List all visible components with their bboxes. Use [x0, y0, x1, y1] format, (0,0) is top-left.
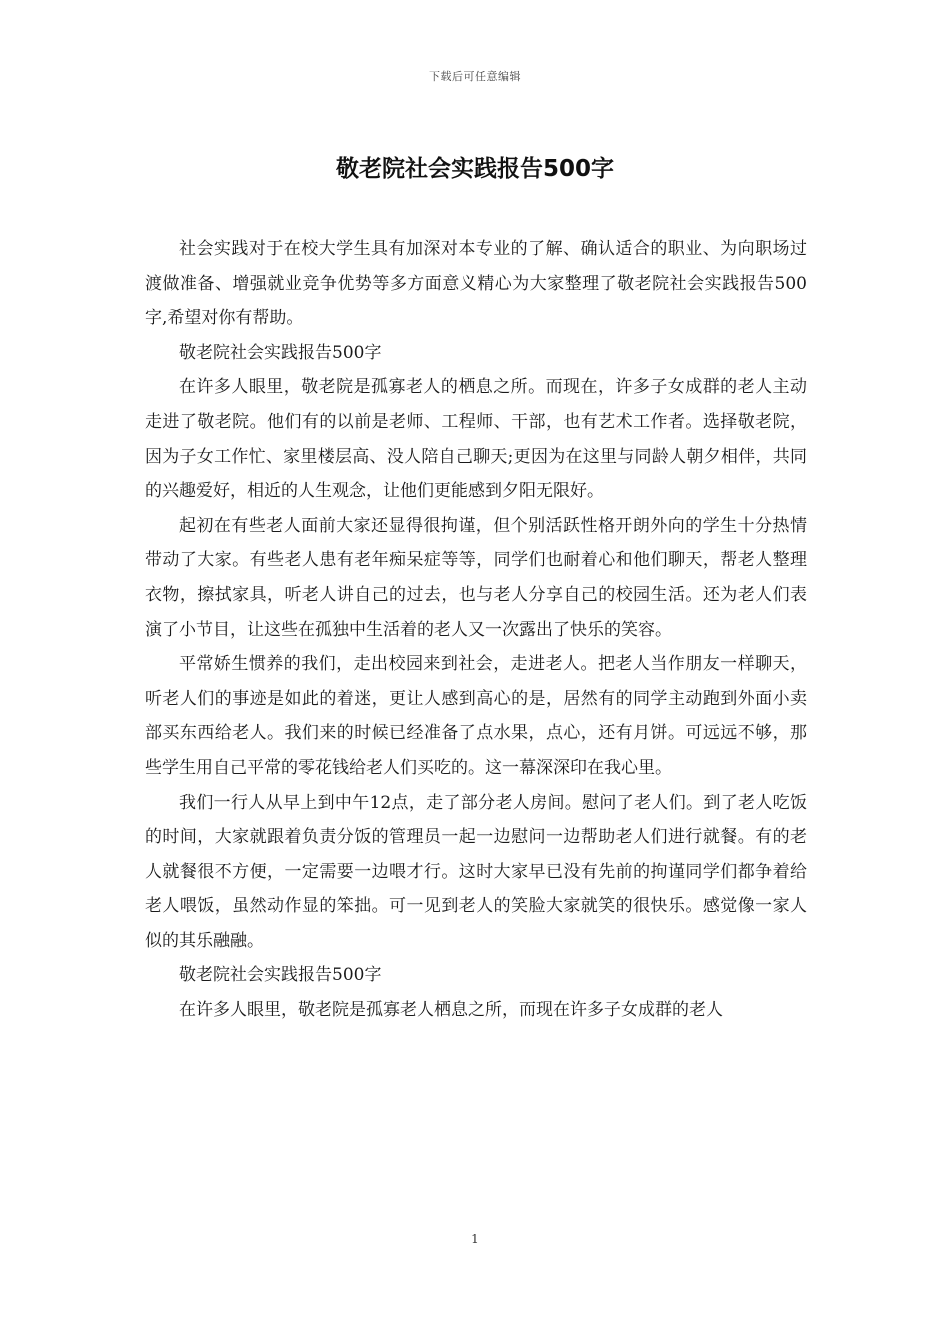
paragraph: 平常娇生惯养的我们，走出校园来到社会，走进老人。把老人当作朋友一样聊天，听老人们的事迹是如此的着迷，更让人感到高心的是，居然有的同学主动跑到外面小卖部买东西给老人。我们来的时候已经准备了点水果，点心，还有月饼。可远远不够，那些学生用自己平常的零花钱给老人们买吃的。这一幕深深印在我心里。 — [145, 654, 807, 778]
document-title: 敬老院社会实践报告500字 — [335, 156, 614, 182]
paragraph: 在许多人眼里，敬老院是孤寡老人的栖息之所。而现在，许多子女成群的老人主动走进了敬老院。他们有的以前是老师、工程师、干部，也有艺术工作者。选择敬老院，因为子女工作忙、家里楼层高、没人陪自己聊天;更因为在这里与同龄人朝夕相伴，共同的兴趣爱好，相近的人生观念，让他们更能感到夕阳无限好。 — [145, 377, 807, 502]
paragraph: 起初在有些老人面前大家还显得很拘谨，但个别活跃性格开朗外向的学生十分热情带动了大家。有些老人患有老年痴呆症等等，同学们也耐着心和他们聊天，帮老人整理衣物，擦拭家具，听老人讲自己的过去，也与老人分享自己的校园生活。还为老人们表演了小节目，让这些在孤独中生活着的老人又一次露出了快乐的笑容。 — [145, 515, 807, 640]
document-body — [145, 232, 807, 1028]
paragraph-intro: 社会实践对于在校大学生具有加深对本专业的了解、确认适合的职业、为向职场过渡做准备、增强就业竞争优势等多方面意义精心为大家整理了敬老院社会实践报告500字,希望对你有帮助。 — [145, 239, 807, 329]
paragraph-subheading: 敬老院社会实践报告500字 — [179, 965, 382, 986]
page-number: 1 — [471, 1232, 479, 1246]
paragraph: 在许多人眼里，敬老院是孤寡老人栖息之所，而现在许多子女成群的老人 — [179, 1000, 723, 1021]
paragraph-subheading: 敬老院社会实践报告500字 — [179, 342, 382, 363]
paragraph: 我们一行人从早上到中午12点，走了部分老人房间。慰问了老人们。到了老人吃饭的时间，大家就跟着负责分饭的管理员一起一边慰问一边帮助老人们进行就餐。有的老人就餐很不方便，一定需要一边喂才行。这时大家早已没有先前的拘谨同学们都争着给老人喂饭，虽然动作显的笨拙。可一见到老人的笑脸大家就笑的很快乐。感觉像一家人似的其乐融融。 — [145, 792, 807, 951]
page-header-note: 下载后可任意编辑 — [429, 70, 521, 83]
